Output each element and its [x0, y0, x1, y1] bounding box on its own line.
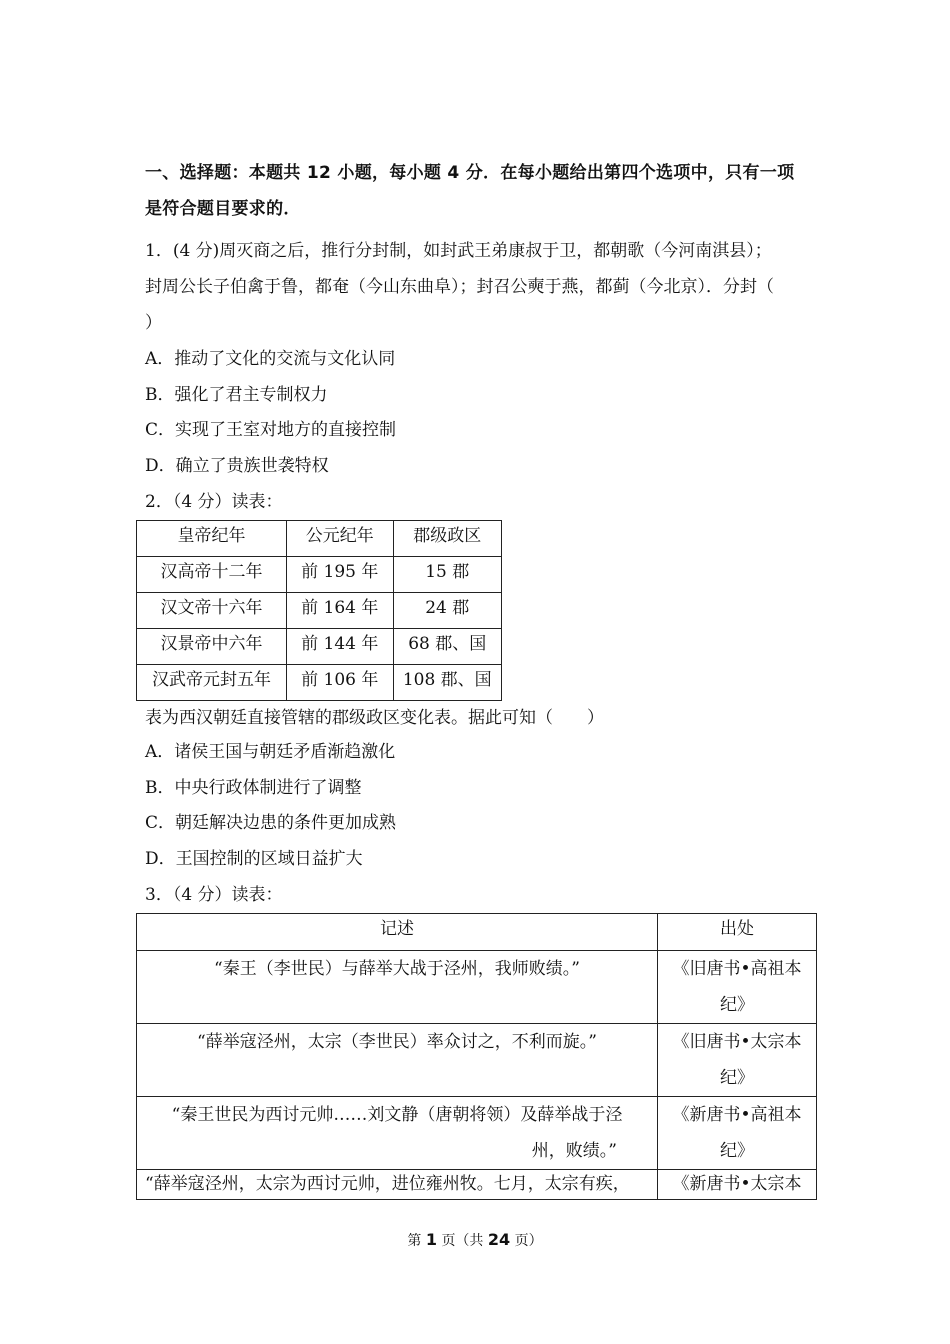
footer-mid: 页（共: [441, 1233, 484, 1249]
q1-stem-line-1: 1．(4 分)周灭商之后，推行分封制，如封武王弟康叔于卫，都朝歌（今河南淇县）；: [145, 241, 772, 261]
q2-stem: 2．（4 分）读表：: [145, 492, 283, 512]
table-cell: [658, 1097, 817, 1170]
table-cell: [137, 951, 658, 1024]
footer-prefix: 第: [407, 1233, 422, 1249]
table-row: [137, 1024, 817, 1097]
page-footer: [0, 1230, 950, 1250]
table-row: [137, 557, 502, 593]
table-cell: 前 164 年: [287, 593, 393, 629]
q2-option-c: C．朝廷解决边患的条件更加成熟: [145, 813, 397, 833]
table-cell: 汉文帝十六年: [137, 593, 287, 629]
footer-total-pages: 24: [487, 1230, 511, 1249]
q2-after-table: 表为西汉朝廷直接管辖的郡级政区变化表。据此可知（ ）: [145, 708, 604, 728]
cell-line: 《旧唐书•高祖本: [672, 959, 802, 979]
table-header-cell: 郡级政区: [393, 521, 501, 557]
table-header-row: [137, 914, 817, 951]
q3-table: [136, 913, 817, 1200]
footer-suffix: 页）: [514, 1233, 543, 1249]
table-row: [137, 665, 502, 701]
cell-line: 《旧唐书•太宗本: [672, 1032, 802, 1052]
footer-page-number: 1: [425, 1230, 437, 1249]
q2-option-b: B．中央行政体制进行了调整: [145, 778, 362, 798]
table-cell: 汉景帝中六年: [137, 629, 287, 665]
table-cell: 68 郡、国: [393, 629, 501, 665]
cell-line: 《新唐书•高祖本: [672, 1105, 802, 1125]
q1-option-d: D．确立了贵族世袭特权: [145, 456, 329, 476]
table-cell: 108 郡、国: [393, 665, 501, 701]
table-row: [137, 1170, 817, 1200]
q1-option-a: A．推动了文化的交流与文化认同: [145, 349, 396, 369]
table-cell: [137, 1024, 658, 1097]
table-row: [137, 629, 502, 665]
cell-line: 纪》: [720, 1141, 754, 1161]
cell-line: 纪》: [720, 1068, 754, 1088]
table-header-cell: 公元纪年: [287, 521, 393, 557]
q1-option-b: B．强化了君主专制权力: [145, 385, 328, 405]
cell-line: “薛举寇泾州，太宗（李世民）率众讨之，不利而旋。”: [197, 1032, 597, 1052]
cell-line: “秦王（李世民）与薛举大战于泾州，我师败绩。”: [214, 959, 580, 979]
q3-stem: 3．（4 分）读表：: [145, 885, 283, 905]
table-header-cell: 皇帝纪年: [137, 521, 287, 557]
table-cell: 汉武帝元封五年: [137, 665, 287, 701]
q1-stem-line-3: ）: [145, 313, 162, 333]
q2-option-d: D．王国控制的区域日益扩大: [145, 849, 363, 869]
table-cell: 24 郡: [393, 593, 501, 629]
table-cell: 前 106 年: [287, 665, 393, 701]
table-cell: [137, 1097, 658, 1170]
table-header-cell: 记述: [137, 914, 658, 951]
cell-line: “薛举寇泾州，太宗为西讨元帅，进位雍州牧。七月，太宗有疾，: [145, 1174, 630, 1194]
table-cell: [658, 951, 817, 1024]
q1-stem-line-2: 封周公长子伯禽于鲁，都奄（今山东曲阜）；封召公奭于燕，都蓟（今北京）．分封（: [145, 277, 774, 297]
cell-line: 州，败绩。”: [531, 1141, 617, 1161]
table-cell: 汉高帝十二年: [137, 557, 287, 593]
cell-line: 纪》: [720, 995, 754, 1015]
table-row: [137, 1097, 817, 1170]
q1-option-c: C．实现了王室对地方的直接控制: [145, 420, 397, 440]
q2-option-a: A．诸侯王国与朝廷矛盾渐趋激化: [145, 742, 396, 762]
table-cell: 前 144 年: [287, 629, 393, 665]
table-header-cell: 出处: [658, 914, 817, 951]
table-cell: [658, 1170, 817, 1200]
section-title: 一、选择题：本题共 12 小题，每小题 4 分．在每小题给出第四个选项中，只有一项是符合题目要求的．: [145, 163, 795, 219]
table-row: [137, 593, 502, 629]
table-cell: [137, 1170, 658, 1200]
table-cell: 前 195 年: [287, 557, 393, 593]
cell-line: 《新唐书•太宗本: [672, 1174, 802, 1194]
table-cell: [658, 1024, 817, 1097]
table-cell: 15 郡: [393, 557, 501, 593]
q2-table: [136, 520, 502, 701]
table-row: [137, 951, 817, 1024]
table-header-row: [137, 521, 502, 557]
cell-line: “秦王世民为西讨元帅……刘文静（唐朝将领）及薛举战于泾: [171, 1105, 623, 1125]
